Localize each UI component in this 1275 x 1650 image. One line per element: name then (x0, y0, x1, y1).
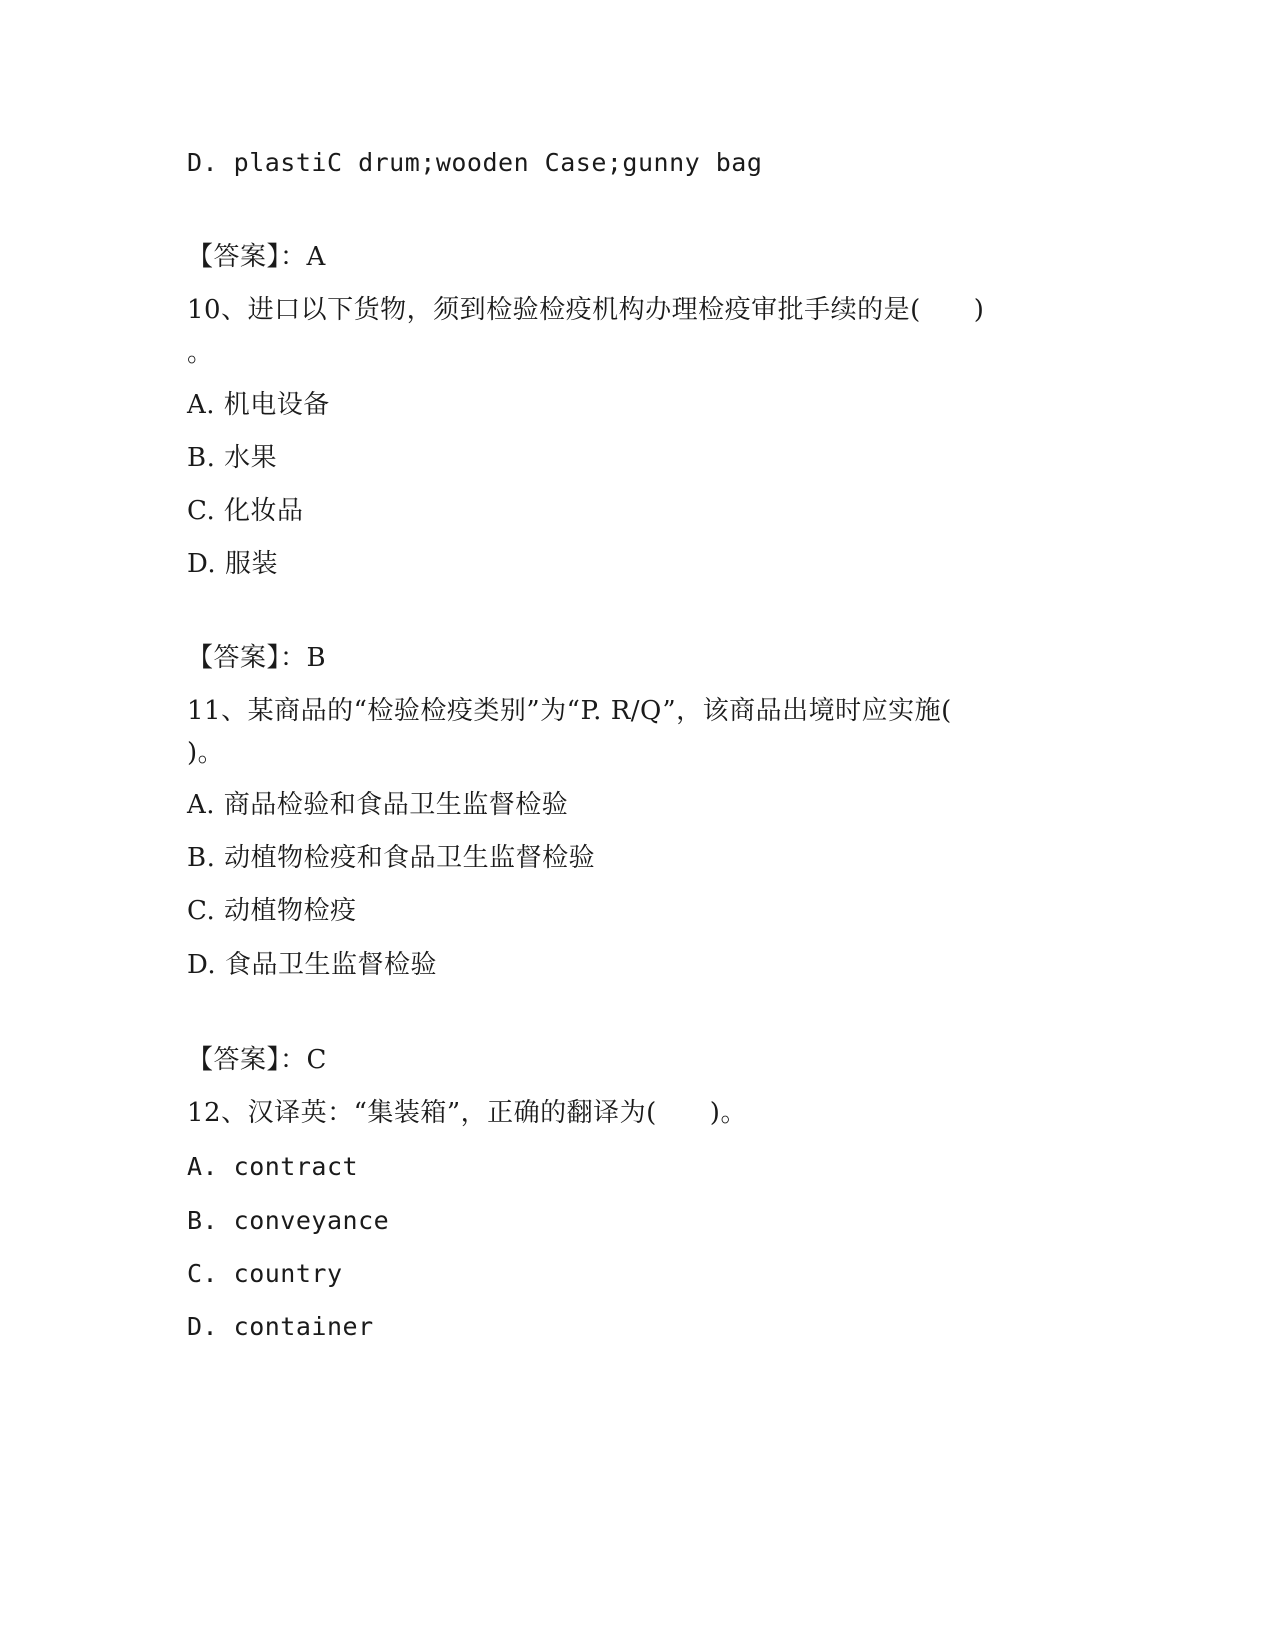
prev-option-d: D. plastiC drum;wooden Case;gunny bag (187, 148, 763, 177)
question-11-option-a: A. 商品检验和食品卫生监督检验 (187, 790, 569, 820)
question-10-answer: 【答案】：B (187, 643, 327, 673)
question-11-stem: 11、某商品的“检验检疫类别”为“P. R/Q”，该商品出境时应实施( (187, 696, 952, 726)
question-10-option-d: D. 服装 (187, 549, 278, 579)
question-12-option-c: C. country (187, 1259, 343, 1288)
question-11-answer: 【答案】：C (187, 1045, 327, 1075)
question-10-stem: 10、进口以下货物，须到检验检疫机构办理检疫审批手续的是( ) (187, 295, 985, 325)
question-10-option-a: A. 机电设备 (187, 390, 330, 420)
question-10-stem-cont: 。 (187, 338, 214, 368)
question-11-option-b: B. 动植物检疫和食品卫生监督检验 (187, 843, 596, 873)
question-12-option-a: A. contract (187, 1152, 359, 1181)
question-11-option-d: D. 食品卫生监督检验 (187, 950, 437, 980)
question-12-option-b: B. conveyance (187, 1206, 390, 1235)
question-10-option-c: C. 化妆品 (187, 496, 304, 526)
question-12-option-d: D. container (187, 1312, 374, 1341)
question-11-stem-cont: )。 (187, 738, 225, 768)
question-11-option-c: C. 动植物检疫 (187, 896, 357, 926)
prev-answer: 【答案】：A (187, 242, 326, 272)
question-12-stem: 12、汉译英：“集装箱”，正确的翻译为( )。 (187, 1098, 747, 1128)
question-10-option-b: B. 水果 (187, 443, 278, 473)
